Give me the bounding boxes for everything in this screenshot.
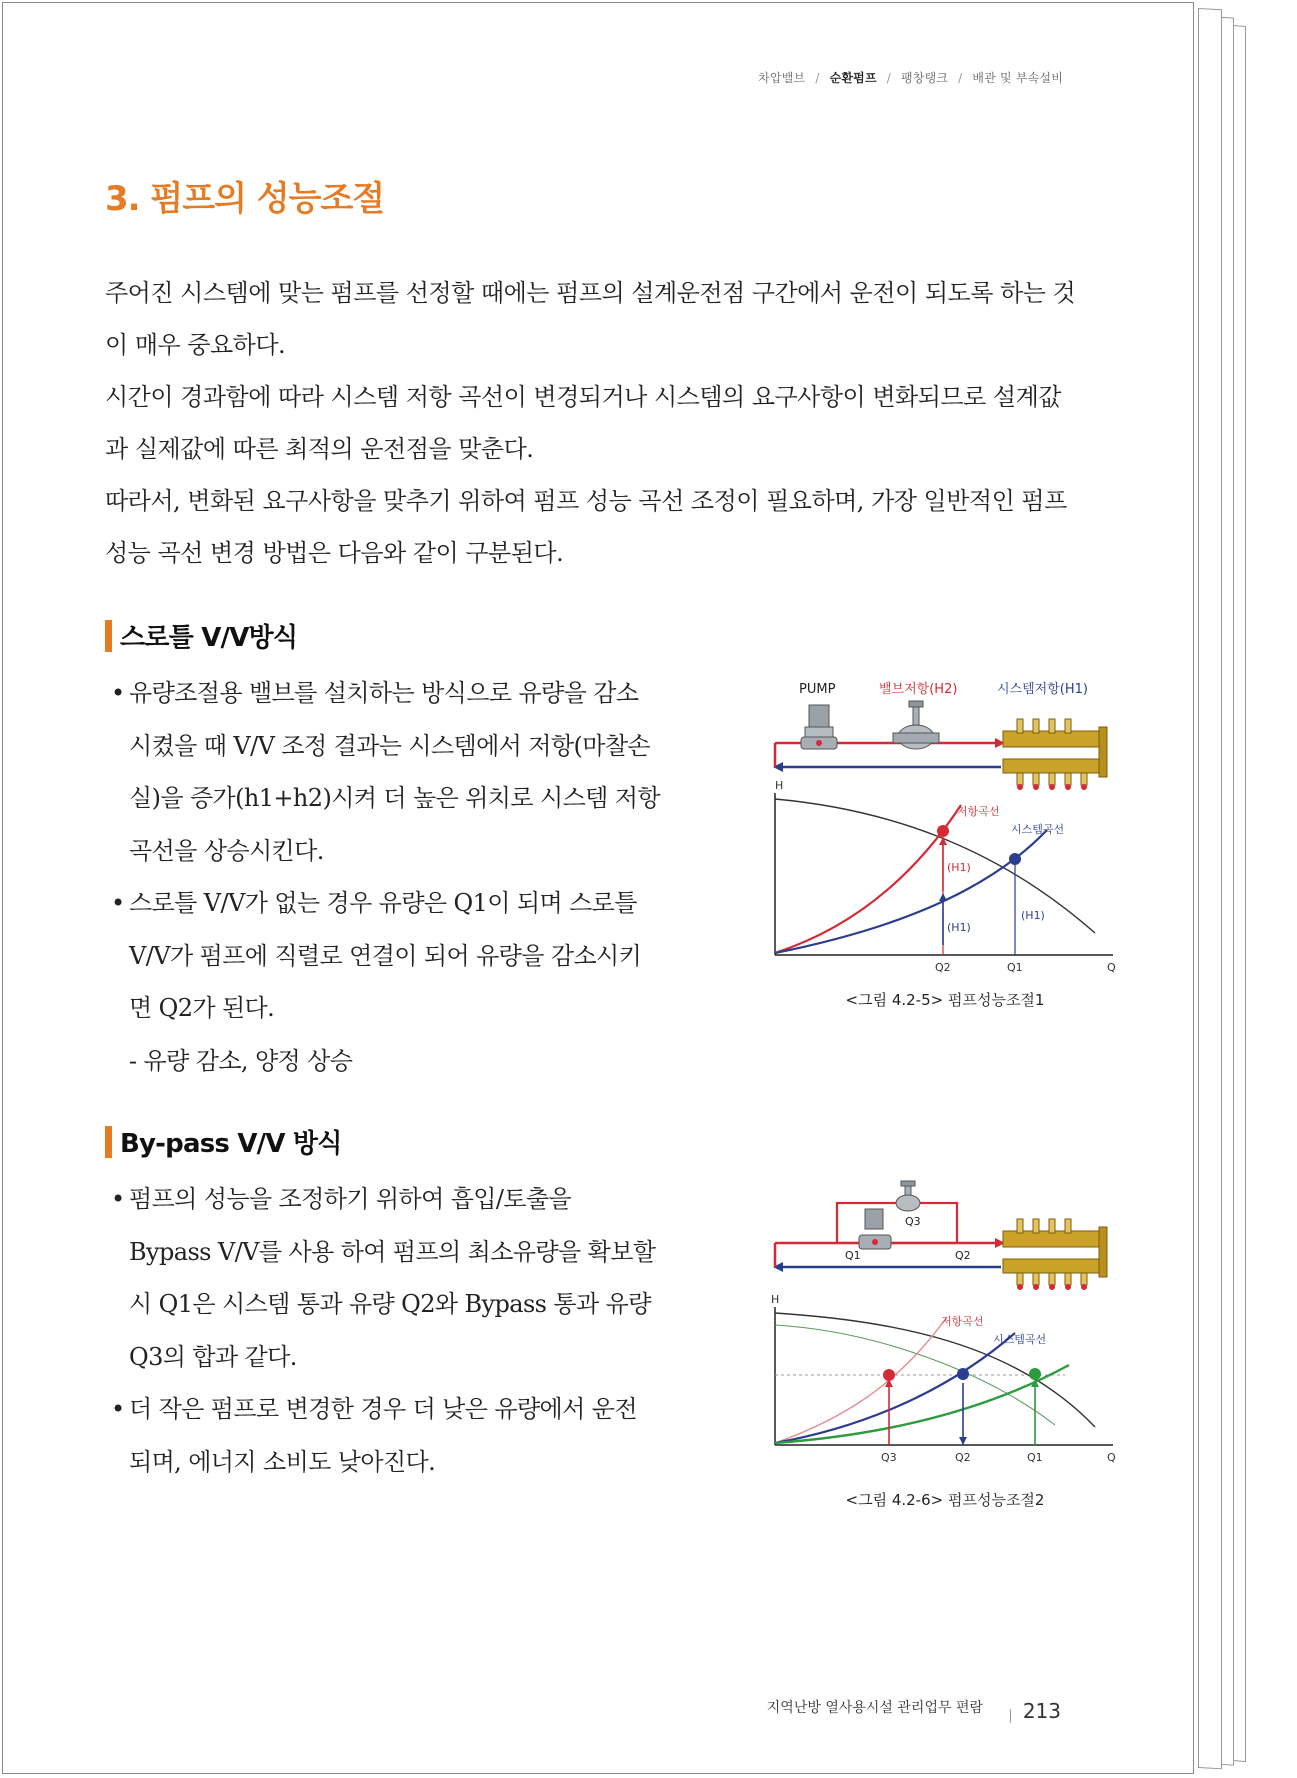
heading-accent-bar: [105, 620, 112, 652]
system-curve-label: 시스템곡선: [993, 1333, 1047, 1346]
bullet-dot: •: [111, 889, 125, 917]
bullet-line: V/V가 펌프에 직렬로 연결이 되어 유량을 감소시키: [129, 941, 642, 970]
pipe-label-q2: Q2: [955, 1249, 971, 1262]
operating-point-q2: [937, 825, 949, 837]
document-page: [2, 2, 1194, 1774]
subsection-title: By-pass V/V 방식: [120, 1129, 342, 1159]
h1-upper-label: (H1): [947, 861, 971, 874]
breadcrumb-item: 팽창탱크: [901, 71, 949, 85]
intro-line: 이 매우 중요하다.: [105, 331, 286, 359]
resistance-curve-label: 저항곡선: [957, 805, 1000, 818]
arrow-up-icon: [939, 893, 947, 901]
section-title: 3. 펌프의 성능조절: [105, 179, 385, 219]
bullet-line: 시켰을 때 V/V 조정 결과는 시스템에서 저항(마찰손: [129, 731, 650, 760]
intro-line: 주어진 시스템에 맞는 펌프를 선정할 때에는 펌프의 설계운전점 구간에서 운전이 되도록 하는 것: [105, 279, 1076, 307]
bullet-line: 더 작은 펌프로 변경한 경우 더 낮은 유량에서 운전: [129, 1395, 637, 1423]
tick-q3: Q3: [881, 1451, 897, 1464]
axis-label-q: Q: [1107, 1451, 1116, 1464]
intro-text: [105, 267, 1125, 579]
operating-point-q2: [957, 1368, 969, 1380]
bullet-line: 유량조절용 밸브를 설치하는 방식으로 유량을 감소: [129, 679, 639, 707]
subsection-heading-throttle: [105, 617, 297, 654]
h1-right-label: (H1): [1021, 909, 1045, 922]
figure-pump-performance-2: [765, 1175, 1125, 1471]
h1-lower-label: (H1): [947, 921, 971, 934]
dash-note: - 유량 감소, 양정 상승: [129, 1046, 353, 1075]
figure-caption-1: <그림 4.2-5> 펌프성능조절1: [845, 991, 1045, 1009]
breadcrumb-separator: /: [815, 71, 820, 85]
system-resistance-label: 시스템저항(H1): [997, 682, 1088, 697]
bullet-dot: •: [111, 1185, 125, 1213]
axis-label-h: H: [771, 1293, 780, 1306]
bypass-bullets: [111, 1173, 711, 1488]
bullet-line: 실)을 증가(h1+h2)시켜 더 높은 위치로 시스템 저항: [129, 784, 660, 812]
heading-accent-bar: [105, 1126, 112, 1158]
bypass-valve-icon: [896, 1181, 920, 1211]
resistance-curve-label: 저항곡선: [941, 1315, 984, 1328]
page-edge: [1198, 8, 1222, 1769]
bullet-dot: •: [111, 1395, 125, 1423]
valve-resistance-label: 밸브저항(H2): [879, 682, 958, 697]
resistance-curve: [775, 1317, 947, 1443]
operating-point-q1: [1029, 1368, 1041, 1380]
intro-line: 따라서, 변화된 요구사항을 맞추기 위하여 펌프 성능 곡선 조정이 필요하며, 가장 일반적인 펌프: [105, 487, 1067, 515]
intro-line: 과 실제값에 따른 최적의 운전점을 맞춘다.: [105, 435, 534, 463]
figure-caption-2: <그림 4.2-6> 펌프성능조절2: [845, 1491, 1045, 1509]
pipe-label-q1: Q1: [845, 1249, 861, 1262]
bullet-item: [111, 667, 711, 877]
tick-q1: Q1: [1027, 1451, 1043, 1464]
manifold-icon: [1003, 1219, 1107, 1290]
pump-label: PUMP: [799, 682, 836, 697]
footer-divider: [1010, 1709, 1011, 1723]
intro-line: 성능 곡선 변경 방법은 다음와 같이 구분된다.: [105, 539, 564, 567]
subsection-heading-bypass: [105, 1123, 342, 1160]
breadcrumb-separator: /: [958, 71, 963, 85]
tick-q2: Q2: [955, 1451, 971, 1464]
breadcrumb-item: 배관 및 부속설비: [972, 71, 1063, 85]
axis-label-q: Q: [1107, 961, 1116, 974]
bullet-dot: •: [111, 679, 125, 707]
bullet-line: 면 Q2가 된다.: [129, 994, 275, 1022]
bullet-item: [111, 877, 711, 1035]
breadcrumb-separator: /: [886, 71, 891, 85]
arrow-up-icon: [939, 837, 947, 845]
footer-book-title: 지역난방 열사용시설 관리업무 편람: [766, 1700, 983, 1716]
manifold-icon: [1003, 719, 1107, 790]
bullet-line: 펌프의 성능을 조정하기 위하여 흡입/토출을: [129, 1185, 572, 1213]
page-number: 213: [1022, 1699, 1061, 1723]
intro-line: 시간이 경과함에 따라 시스템 저항 곡선이 변경되거나 시스템의 요구사항이 변화되므로 설계값: [105, 383, 1061, 411]
valve-icon: [893, 701, 939, 749]
breadcrumb-item-current: 순환펌프: [829, 71, 877, 85]
pump-icon: [859, 1209, 891, 1249]
breadcrumb: [756, 69, 1065, 86]
bullet-item: [111, 1383, 711, 1488]
bullet-line: Q3의 합과 같다.: [129, 1342, 297, 1371]
breadcrumb-item: 차압밸브: [758, 71, 806, 85]
pump-curve: [775, 799, 1095, 933]
bullet-item: [111, 1173, 711, 1383]
bullet-line: 되며, 에너지 소비도 낮아진다.: [129, 1447, 436, 1476]
pipe-label-q3: Q3: [905, 1215, 921, 1228]
tick-q2: Q2: [935, 961, 951, 974]
bullet-line: 곡선을 상승시킨다.: [129, 836, 324, 865]
bullet-line: Bypass V/V를 사용 하여 펌프의 최소유량을 확보할: [129, 1237, 656, 1266]
system-curve-label: 시스템곡선: [1011, 823, 1065, 836]
pump-icon: [801, 705, 837, 749]
tick-q1: Q1: [1007, 961, 1023, 974]
figure-pump-performance-1: [765, 675, 1125, 975]
axis-label-h: H: [775, 779, 784, 792]
bullet-line: 시 Q1은 시스템 통과 유량 Q2와 Bypass 통과 유량: [129, 1290, 651, 1318]
subsection-title: 스로틀 V/V방식: [120, 623, 298, 653]
bullet-line: 스로틀 V/V가 없는 경우 유량은 Q1이 되며 스로틀: [129, 889, 637, 917]
operating-point-q1: [1009, 853, 1021, 865]
system-curve: [775, 830, 1047, 953]
bypass-loop: [837, 1203, 957, 1243]
throttle-bullets: [111, 667, 711, 1087]
arrow-down-icon: [959, 1437, 967, 1445]
